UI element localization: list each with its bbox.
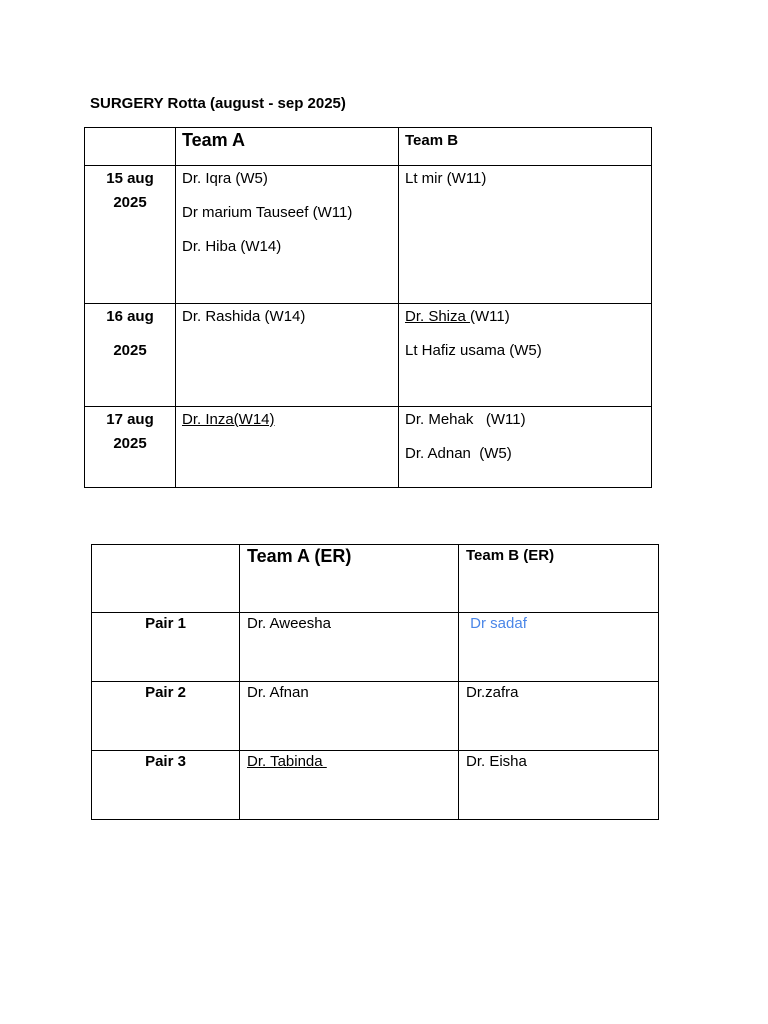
rota-header-team-a: Team A <box>176 128 399 166</box>
rota-team-a-cell <box>176 304 399 407</box>
rota-team-a-cell <box>176 407 399 488</box>
er-team-a-cell: Dr. Aweesha <box>240 613 459 682</box>
er-header-row <box>92 545 659 613</box>
er-row-1 <box>92 613 659 682</box>
doctor-entry: Dr. Shiza (W11) <box>405 308 510 325</box>
doctor-entry: Dr. Hiba (W14) <box>182 238 282 255</box>
rota-date-cell: 15 aug 2025 <box>85 166 176 304</box>
rota-header-corner <box>85 128 176 166</box>
rota-header-team-b: Team B <box>399 128 652 166</box>
er-row-3 <box>92 751 659 820</box>
er-team-b-cell: Dr sadaf <box>459 613 659 682</box>
pair-label: Pair 2 <box>92 682 240 751</box>
rota-date-cell: 17 aug 2025 <box>85 407 176 488</box>
doctor-entry: Dr. Mehak (W11) <box>405 411 526 428</box>
doctor-entry: Dr marium Tauseef (W11) <box>182 204 353 221</box>
rota-row-3 <box>85 407 652 488</box>
underlined-doctor-name: Dr. Shiza <box>405 308 471 325</box>
doctor-entry: Dr. Inza(W14) <box>182 411 275 428</box>
rota-team-b-cell <box>399 304 652 407</box>
pair-label: Pair 3 <box>92 751 240 820</box>
er-team-a-cell: Dr. Afnan <box>240 682 459 751</box>
er-team-b-cell: Dr.zafra <box>459 682 659 751</box>
er-row-2 <box>92 682 659 751</box>
er-header-corner <box>92 545 240 613</box>
rota-row-1 <box>85 166 652 304</box>
rota-row-2 <box>85 304 652 407</box>
doctor-entry: Dr. Adnan (W5) <box>405 445 512 462</box>
doctor-entry: Lt mir (W11) <box>405 170 487 187</box>
er-team-b-cell: Dr. Eisha <box>459 751 659 820</box>
rota-team-a-cell <box>176 166 399 304</box>
rota-header-row <box>85 128 652 166</box>
document-title: SURGERY Rotta (august - sep 2025) <box>90 95 346 112</box>
er-table <box>91 544 659 820</box>
rota-team-b-cell <box>399 166 652 304</box>
doctor-entry: Lt Hafiz usama (W5) <box>405 342 542 359</box>
underlined-doctor-name: Dr. Tabinda <box>247 753 327 770</box>
pair-label: Pair 1 <box>92 613 240 682</box>
rota-date-cell: 16 aug 2025 <box>85 304 176 407</box>
rota-table <box>84 127 652 488</box>
doctor-entry: Dr. Rashida (W14) <box>182 308 306 325</box>
doctor-entry: Dr. Iqra (W5) <box>182 170 268 187</box>
er-header-team-a: Team A (ER) <box>240 545 459 613</box>
er-team-a-cell <box>240 751 459 820</box>
er-header-team-b: Team B (ER) <box>459 545 659 613</box>
rota-team-b-cell <box>399 407 652 488</box>
